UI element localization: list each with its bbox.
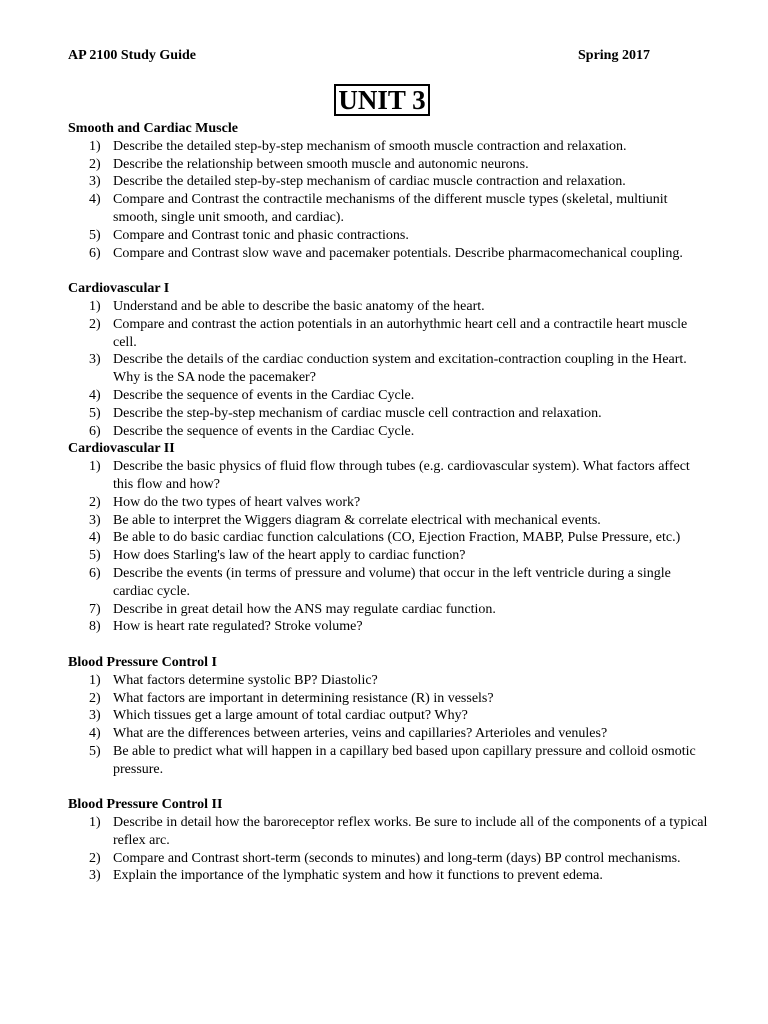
list-item xyxy=(68,672,708,690)
item-text: Describe in detail how the baroreceptor reflex works. Be sure to include all of the components of a typical reflex arc. xyxy=(113,815,708,848)
item-number: 5) xyxy=(89,548,101,564)
question-list xyxy=(68,672,708,779)
list-item xyxy=(68,707,708,725)
list-item xyxy=(68,494,708,512)
section-title: Cardiovascular II xyxy=(68,441,175,457)
item-number: 6) xyxy=(89,245,101,261)
item-number: 4) xyxy=(89,387,101,403)
item-text: Describe the relationship between smooth muscle and autonomic neurons. xyxy=(113,156,529,172)
item-number: 2) xyxy=(89,156,101,172)
item-text: What factors are important in determining resistance (R) in vessels? xyxy=(113,690,494,706)
item-number: 6) xyxy=(89,423,101,439)
item-text: Describe the details of the cardiac conduction system and excitation-contraction coupling in the Heart. Why is the SA node the pacemaker? xyxy=(113,352,687,386)
list-item xyxy=(68,298,708,316)
item-text: Describe the detailed step-by-step mechanism of smooth muscle contraction and relaxation. xyxy=(113,138,627,154)
question-list xyxy=(68,298,708,440)
list-item xyxy=(68,618,708,636)
item-text: What factors determine systolic BP? Diastolic? xyxy=(113,672,378,688)
list-item xyxy=(68,173,708,191)
item-number: 7) xyxy=(89,601,101,617)
item-number: 3) xyxy=(89,708,101,724)
item-text: Describe the sequence of events in the Cardiac Cycle. xyxy=(113,423,415,439)
list-item xyxy=(68,351,708,387)
item-number: 5) xyxy=(89,405,101,421)
list-item xyxy=(68,227,708,245)
list-item xyxy=(68,725,708,743)
item-text: Describe the basic physics of fluid flow through tubes (e.g. cardiovascular system). What factors affect this flow and how? xyxy=(113,459,690,492)
item-number: 1) xyxy=(89,138,101,154)
section-cardiovascular-1 xyxy=(68,280,708,440)
item-number: 6) xyxy=(89,565,101,581)
list-item xyxy=(68,565,708,601)
header-semester: Spring 2017 xyxy=(578,48,650,63)
list-item xyxy=(68,512,708,530)
section-title: Smooth and Cardiac Muscle xyxy=(68,121,238,136)
section-blood-pressure-control-2 xyxy=(68,796,708,885)
list-item xyxy=(68,690,708,708)
list-item xyxy=(68,156,708,174)
section-title: Cardiovascular I xyxy=(68,281,170,297)
item-number: 4) xyxy=(89,530,101,546)
item-text: Compare and Contrast tonic and phasic contractions. xyxy=(113,227,409,243)
item-number: 1) xyxy=(89,298,101,314)
item-number: 1) xyxy=(89,815,101,831)
list-item xyxy=(68,850,708,868)
list-item xyxy=(68,316,708,352)
item-number: 4) xyxy=(89,192,101,208)
sections-container xyxy=(68,120,708,885)
item-text: Understand and be able to describe the basic anatomy of the heart. xyxy=(113,298,485,314)
item-number: 8) xyxy=(89,619,101,635)
list-item xyxy=(68,387,708,405)
list-item xyxy=(68,601,708,619)
list-item xyxy=(68,867,708,885)
list-item xyxy=(68,138,708,156)
list-item xyxy=(68,814,708,850)
list-item xyxy=(68,245,708,263)
section-cardiovascular-2 xyxy=(68,440,708,636)
section-title: Blood Pressure Control I xyxy=(68,654,217,670)
question-list xyxy=(68,814,708,885)
section-blood-pressure-control-1 xyxy=(68,654,708,779)
item-text: How does Starling's law of the heart apply to cardiac function? xyxy=(113,548,466,564)
item-text: Compare and Contrast short-term (seconds to minutes) and long-term (days) BP control mechanisms. xyxy=(113,850,681,866)
item-number: 2) xyxy=(89,316,101,332)
header-course-title: AP 2100 Study Guide xyxy=(68,48,196,63)
item-text: How is heart rate regulated? Stroke volume? xyxy=(113,619,363,635)
item-text: Describe the sequence of events in the Cardiac Cycle. xyxy=(113,387,415,403)
list-item xyxy=(68,529,708,547)
item-text: Be able to interpret the Wiggers diagram & correlate electrical with mechanical events. xyxy=(113,512,601,528)
item-text: Describe the detailed step-by-step mechanism of cardiac muscle contraction and relaxation. xyxy=(113,174,626,190)
section-smooth-cardiac-muscle xyxy=(68,120,708,262)
item-number: 3) xyxy=(89,512,101,528)
item-text: Be able to do basic cardiac function calculations (CO, Ejection Fraction, MABP, Pulse Pressure, etc.) xyxy=(113,530,681,546)
list-item xyxy=(68,423,708,441)
item-text: Explain the importance of the lymphatic system and how it functions to prevent edema. xyxy=(113,868,603,884)
item-text: Compare and Contrast slow wave and pacemaker potentials. Describe pharmacomechanical coupling. xyxy=(113,245,683,261)
item-text: Which tissues get a large amount of total cardiac output? Why? xyxy=(113,708,468,724)
item-text: Describe in great detail how the ANS may regulate cardiac function. xyxy=(113,601,496,617)
section-title: Blood Pressure Control II xyxy=(68,797,223,813)
item-number: 3) xyxy=(89,352,101,368)
item-number: 5) xyxy=(89,227,101,243)
unit-title: UNIT 3 xyxy=(334,84,430,116)
list-item xyxy=(68,743,708,779)
question-list xyxy=(68,458,708,636)
list-item xyxy=(68,547,708,565)
question-list xyxy=(68,138,708,263)
item-number: 2) xyxy=(89,494,101,510)
item-text: Compare and Contrast the contractile mechanisms of the different muscle types (skeletal, multiunit smooth, single unit smooth, and cardiac). xyxy=(113,192,668,225)
list-item xyxy=(68,405,708,423)
item-number: 3) xyxy=(89,868,101,884)
item-text: How do the two types of heart valves work? xyxy=(113,494,361,510)
item-text: Compare and contrast the action potentials in an autorhythmic heart cell and a contractile heart muscle cell. xyxy=(113,316,688,350)
item-number: 4) xyxy=(89,726,101,742)
item-number: 1) xyxy=(89,459,101,475)
item-number: 2) xyxy=(89,850,101,866)
item-text: What are the differences between arteries, veins and capillaries? Arterioles and venules? xyxy=(113,726,608,742)
item-text: Describe the events (in terms of pressure and volume) that occur in the left ventricle during a single cardiac cycle. xyxy=(113,565,671,599)
item-number: 2) xyxy=(89,690,101,706)
item-number: 5) xyxy=(89,743,101,759)
item-text: Describe the step-by-step mechanism of cardiac muscle cell contraction and relaxation. xyxy=(113,405,602,421)
item-text: Be able to predict what will happen in a capillary bed based upon capillary pressure and colloid osmotic pressure. xyxy=(113,743,696,777)
item-number: 1) xyxy=(89,672,101,688)
list-item xyxy=(68,458,708,494)
list-item xyxy=(68,191,708,227)
item-number: 3) xyxy=(89,174,101,190)
